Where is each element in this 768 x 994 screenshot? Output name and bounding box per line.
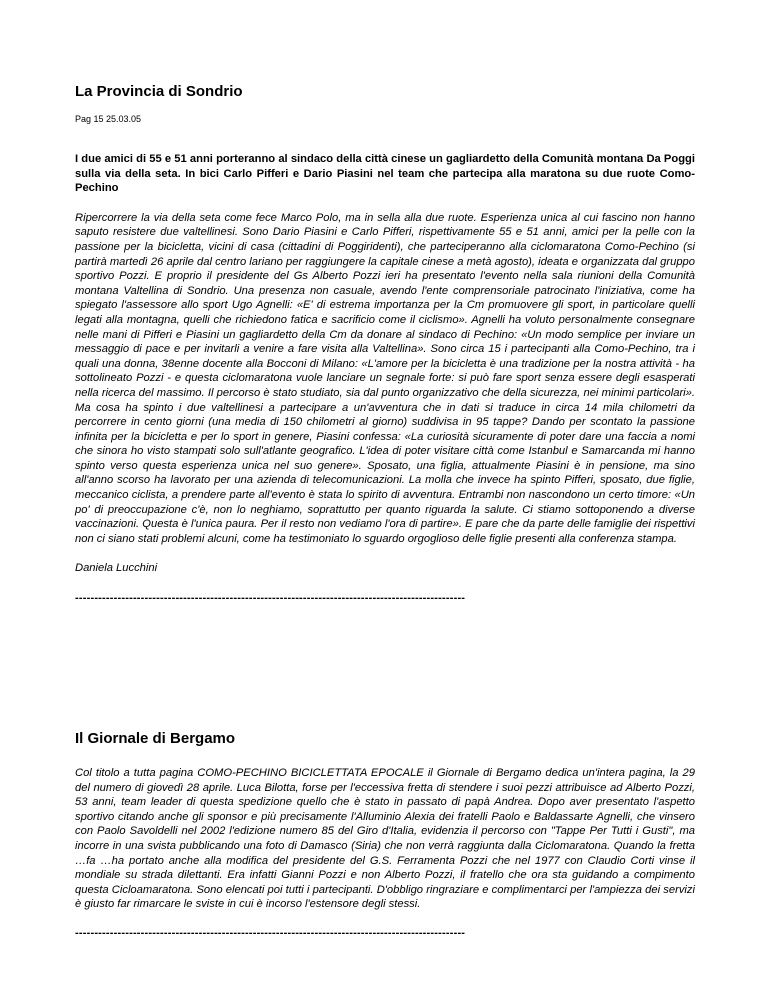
article-body: Ripercorrere la via della seta come fece Marco Polo, ma in sella alla due ruote. Esperienza unica al cui fascino non hanno saputo resistere due valtellinesi. Sono Dario Piasini e Carlo Pifferi, rispettivamente 55 e 51 anni, amici per la pelle con la passione per la bicicletta, vicini di casa (cittadini di Poggiridenti), che parteciperanno alla ciclomaratona Como-Pechino (si partirà martedì 26 aprile dal centro lariano per raggiungere la capitale cinese a metà agosto), ideata e organizzata dal gruppo sportivo Pozzi. E proprio il presidente del Gs Alberto Pozzi ieri ha presentato l'evento nella sala riunioni della Comunità montana Valtellina di Sondrio. Una presenza non casuale, avendo l'ente comprensoriale patrocinato l'iniziativa, come ha spiegato l'assessore allo sport Ugo Agnelli: «E' di estrema importanza per la Cm promuovere gli sport, in particolare quelli legati alla montagna, quelli che richiedono fatica e sacrificio come il ciclismo». Agnelli ha voluto personalmente consegnare nelle mani di Pifferi e Piasini un gagliardetto della Cm da donare al sindaco di Pechino: «Un modo semplice per inviare un messaggio di pace e per invitarli a venire a fare visita alla Valtellina». Sono circa 15 i partecipanti alla Como-Pechino, tra i quali una donna, 38enne docente alla Bocconi di Milano: «L'amore per la bicicletta è una tradizione per la nostra attività - ha sottolineato Pozzi - e questa ciclomaratona vuole lanciare un segnale forte: si può fare sport senza essere degli esasperati nella ricerca del massimo. Il percorso è stato studiato, sia dal punto organizzativo che della sicurezza, nei minimi particolari». Ma cosa ha spinto i due valtellinesi a partecipare a un'avventura che in dati si traduce in circa 14 mila chilometri da percorrere in cento giorni (una media di 150 chilometri al giorno) suddivisa in 95 tappe? Dando per scontato la passione infinita per la bicicletta e per lo sport in genere, Piasini confessa: «La curiosità sicuramente di poter dare una faccia a nomi che sinora ho visto stampati solo sull'atlante geografico. L'idea di poter visitare città come Istanbul e Samarcanda mi hanno spinto verso questa esperienza unica nel suo genere». Sposato, una figlia, attualmente Piasini è in pensione, ma sino all'anno scorso ha lavorato per una azienda di telecomunicazioni. La molla che invece ha spinto Pifferi, sposato, due figlie, meccanico ciclista, a prendere parte all'evento è stata lo spirito di avventura. Entrambi non nascondono un certo timore: «Un po' di preoccupazione c'è, non lo neghiamo, soprattutto per quanto riguarda la salute. Ci stiamo sottoponendo a diverse vaccinazioni. Questa è l'unica paura. Per il resto non vediamo l'ora di partire». E pare che da parte delle famiglie dei rispettivi non ci siano stati problemi alcuni, come ha testimoniato lo sguardo orgoglioso delle figlie presenti alla conferenza stampa. — [75, 211, 695, 545]
article-2-body: Col titolo a tutta pagina COMO-PECHINO BICICLETTATA EPOCALE il Giornale di Bergamo dedica un'intera pagina, la 29 del numero di giovedì 28 aprile. Luca Bilotta, forse per l'eccessiva fretta di stendere i suoi pezzi attribuisce ad Alberto Pozzi, 53 anni, team leader di questa spedizione quello che è stato in passato di papà Andrea. Dopo aver presentato l'aspetto sportivo citando anche gli sponsor e più precisamente l'Alluminio Alexia dei fratelli Paolo e Baldassarte Agnelli, che vinsero con Paolo Savoldelli nel 2002 l'edizione numero 85 del Giro d'Italia, evidenzia il percorso con "Tappe Per Tutti i Gusti", ma incorre in una svista pubblicando una foto di Damasco (Siria) che non verrà raggiunta dalla Ciclomaratona. Quando la fretta …fa …ha portato anche alla modifica del presidente del G.S. Ferramenta Pozzi che nel 1977 con Claudio Corti vinse il mondiale su strada dilettanti. Era infatti Gianni Pozzi e non Alberto Pozzi, il fratello che ora sta guidando a compimento questa Cicloamaratona. Sono elencati poi tutti i partecipanti. D'obbligo ringraziare e complimentarci per l'ampiezza dei servizi è giusto far rimarcare le sviste in cui è incorso l'estensore degli stessi. — [75, 767, 695, 911]
source-title-giornale-bergamo: Il Giornale di Bergamo — [75, 730, 236, 747]
article-author: Daniela Lucchini — [75, 562, 158, 575]
article-2 — [75, 730, 695, 939]
separator-line: ----------------------------------------------------------------------------------------------------- — [75, 592, 466, 605]
separator-line-2: ----------------------------------------------------------------------------------------------------- — [75, 926, 466, 939]
source-title-provincia-sondrio: La Provincia di Sondrio — [75, 83, 243, 100]
article-1 — [75, 83, 695, 604]
article-headline: I due amici di 55 e 51 anni porteranno al sindaco della città cinese un gagliardetto della Comunità montana Da Poggi sulla via della seta. In bici Carlo Pifferi e Dario Piasini nel team che partecipa alla maratona su due ruote Como-Pechino — [75, 153, 695, 195]
page-date-meta: Pag 15 25.03.05 — [75, 114, 142, 124]
